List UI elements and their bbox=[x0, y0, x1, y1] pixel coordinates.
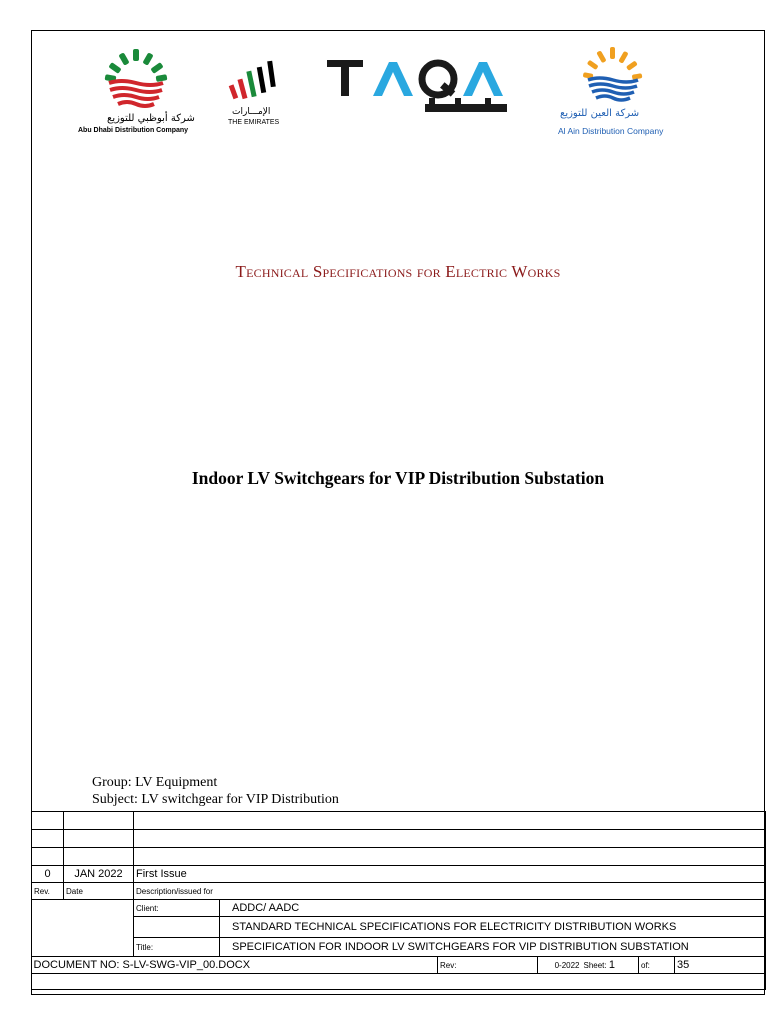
emirates-arabic-name: الإمـــارات bbox=[232, 107, 271, 117]
rev-header: Rev. bbox=[32, 883, 64, 900]
date-value: JAN 2022 bbox=[64, 866, 134, 883]
table-bottom-row bbox=[32, 974, 766, 990]
client-row bbox=[32, 900, 766, 917]
aadc-english-name: Al Ain Distribution Company bbox=[558, 126, 664, 136]
addc-arabic-name: شركة أبوظبي للتوزيع bbox=[107, 113, 195, 124]
client-value: ADDC/ AADC bbox=[220, 900, 766, 917]
emirates-english-name: THE EMIRATES bbox=[228, 119, 280, 126]
table-header-row bbox=[32, 883, 766, 900]
title-row bbox=[32, 938, 766, 957]
addc-logo-icon bbox=[103, 47, 169, 113]
sheet-number: 1 bbox=[608, 959, 615, 971]
of-label: of: bbox=[639, 957, 675, 974]
revision-table bbox=[31, 811, 766, 990]
sheet-label: Sheet: bbox=[583, 961, 607, 970]
addc-english-name: Abu Dhabi Distribution Company bbox=[78, 127, 189, 134]
rev-label: Rev: bbox=[438, 957, 538, 974]
group-line: Group: LV Equipment bbox=[92, 775, 218, 790]
standard-row bbox=[32, 917, 766, 938]
table-row bbox=[32, 866, 766, 883]
table-row bbox=[32, 848, 766, 866]
rev-value: 0 bbox=[32, 866, 64, 883]
footer-row bbox=[32, 957, 766, 974]
taqa-logo-icon bbox=[325, 58, 513, 120]
rev-number: 0-2022 bbox=[538, 957, 582, 974]
title-value: SPECIFICATION FOR INDOOR LV SWITCHGEARS FOR VIP DISTRIBUTION SUBSTATION bbox=[220, 938, 766, 957]
emirates-logo-icon bbox=[228, 57, 284, 105]
subject-line: Subject: LV switchgear for VIP Distribution bbox=[92, 792, 339, 807]
description-value: First Issue bbox=[134, 866, 766, 883]
title-label: Title: bbox=[134, 938, 220, 957]
of-number: 35 bbox=[675, 957, 766, 974]
document-number: DOCUMENT NO: S-LV-SWG-VIP_00.DOCX bbox=[32, 957, 438, 974]
description-header: Description/issued for bbox=[134, 883, 766, 900]
table-row bbox=[32, 830, 766, 848]
date-header: Date bbox=[64, 883, 134, 900]
aadc-arabic-name: شركة العين للتوزيع bbox=[560, 108, 640, 119]
aadc-logo-icon bbox=[582, 45, 644, 107]
client-label: Client: bbox=[134, 900, 220, 917]
main-title: Indoor LV Switchgears for VIP Distribution Substation bbox=[191, 468, 605, 488]
table-row bbox=[32, 812, 766, 830]
info-blank-cell bbox=[32, 900, 134, 957]
standard-line: STANDARD TECHNICAL SPECIFICATIONS FOR ELECTRICITY DISTRIBUTION WORKS bbox=[220, 917, 766, 938]
spec-title: Technical Specifications for Electric Works bbox=[235, 262, 561, 281]
